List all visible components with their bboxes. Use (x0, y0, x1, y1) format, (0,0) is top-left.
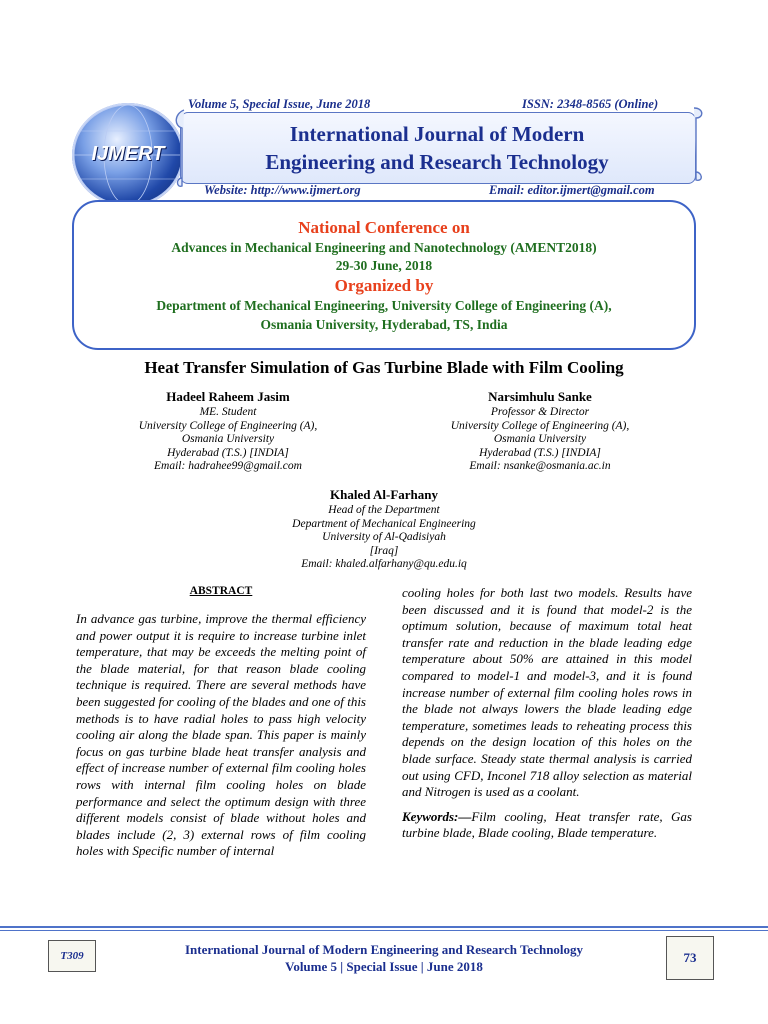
author-affiliation: Professor & Director (490, 406, 590, 418)
footer-rule (0, 930, 768, 931)
abstract-text-left: In advance gas turbine, improve the thermal efficiency and power output it is require to increase turbine inlet temperature, that may be exceeds the melting point of the blade material, for that reason blade cooling technique is required. There are several methods have been suggested for cooling of the blades and one of this methods is to have radial holes to pass high velocity cooling air along the blade span. This paper is mainly focus on gas turbine blade heat transfer analysis and effect of increase number of external film cooling holes rows with internal film cooling holes on blade performance and select the optimum design with three different models consist of blade without holes and blades include (2, 3) external rows of film cooling holes with Specific number of internal (76, 611, 366, 859)
author-affiliation: University College of Engineering (A), (138, 419, 318, 432)
keywords-label: Keywords:— (402, 808, 472, 824)
keywords-text: Film cooling, Heat transfer rate, Gas turbine blade, Blade cooling, Blade temperature. (402, 808, 692, 841)
author-affiliation: Hyderabad (T.S.) [INDIA] (479, 446, 601, 459)
author-name: Khaled Al-Farhany (330, 487, 438, 502)
conference-heading: National Conference on (298, 218, 470, 237)
organizer-location: Osmania University, Hyderabad, TS, India (260, 317, 508, 332)
footer-tag: T309 (48, 940, 96, 972)
journal-logo (72, 103, 184, 207)
author-affiliation: Department of Mechanical Engineering (292, 517, 476, 530)
author-affiliation: University of Al-Qadisiyah (322, 531, 446, 543)
page-number: 73 (666, 936, 714, 980)
issn-info: ISSN: 2348-8565 (Online) (522, 97, 659, 111)
author-affiliation: Osmania University (181, 433, 275, 445)
conference-dates: 29-30 June, 2018 (335, 258, 433, 273)
keywords (402, 809, 692, 842)
author-name: Narsimhulu Sanke (488, 389, 592, 404)
paper-title: Heat Transfer Simulation of Gas Turbine Blade with Film Cooling (144, 358, 624, 377)
footer-volume: Volume 5 | Special Issue | June 2018 (285, 959, 483, 974)
author-block (390, 388, 690, 474)
author-email: Email: hadrahee99@gmail.com (154, 460, 302, 472)
author-email: Email: nsanke@osmania.ac.in (469, 460, 611, 472)
logo-text: IJMERT (91, 143, 165, 165)
abstract-text-right: cooling holes for both last two models. Results have been discussed and it is found that model-2 is the optimum solution, because of maximum total heat transfer rate and reduction in the blade leading edge temperature about 50% are attained in this model compared to model-1 and model-3, and it is found increase number of external film cooling holes rows in the blade not always lowers the blade leading edge temperature, sometimes leads to reheating process this depends on the design location of this holes on the blade surface. Steady state thermal analysis is carried out using CFD, Inconel 718 alloy selection as material and Nitrogen is used as a coolant. Keywords:—Film cooling, Heat transfer rate, Gas turbine blade, Blade cooling, Blade temperature. (402, 585, 692, 841)
author-name: Hadeel Raheem Jasim (166, 389, 290, 404)
author-affiliation: ME. Student (199, 406, 257, 418)
organizer-dept: Department of Mechanical Engineering, University College of Engineering (A), (156, 298, 612, 313)
author-block (234, 486, 534, 572)
organized-by: Organized by (334, 276, 434, 295)
author-affiliation: Head of the Department (328, 504, 440, 516)
author-affiliation: University College of Engineering (A), (450, 419, 630, 432)
author-affiliation: Osmania University (493, 433, 587, 445)
footer-rule (0, 926, 768, 928)
author-affiliation: Hyderabad (T.S.) [INDIA] (167, 446, 289, 459)
website-link[interactable]: Website: http://www.ijmert.org (204, 183, 361, 197)
journal-name: International Journal of Modern Engineering and Research Technology (265, 122, 609, 174)
conference-name: Advances in Mechanical Engineering and Nanotechnology (AMENT2018) (171, 240, 597, 255)
author-affiliation: [Iraq] (369, 544, 399, 557)
author-email: Email: khaled.alfarhany@qu.edu.iq (301, 558, 467, 570)
footer-journal: International Journal of Modern Engineering and Research Technology (184, 942, 584, 957)
volume-info: Volume 5, Special Issue, June 2018 (188, 97, 371, 111)
author-block (78, 388, 378, 474)
abstract-heading: ABSTRACT (189, 585, 253, 597)
email-link[interactable]: Email: editor.ijmert@gmail.com (489, 183, 655, 197)
